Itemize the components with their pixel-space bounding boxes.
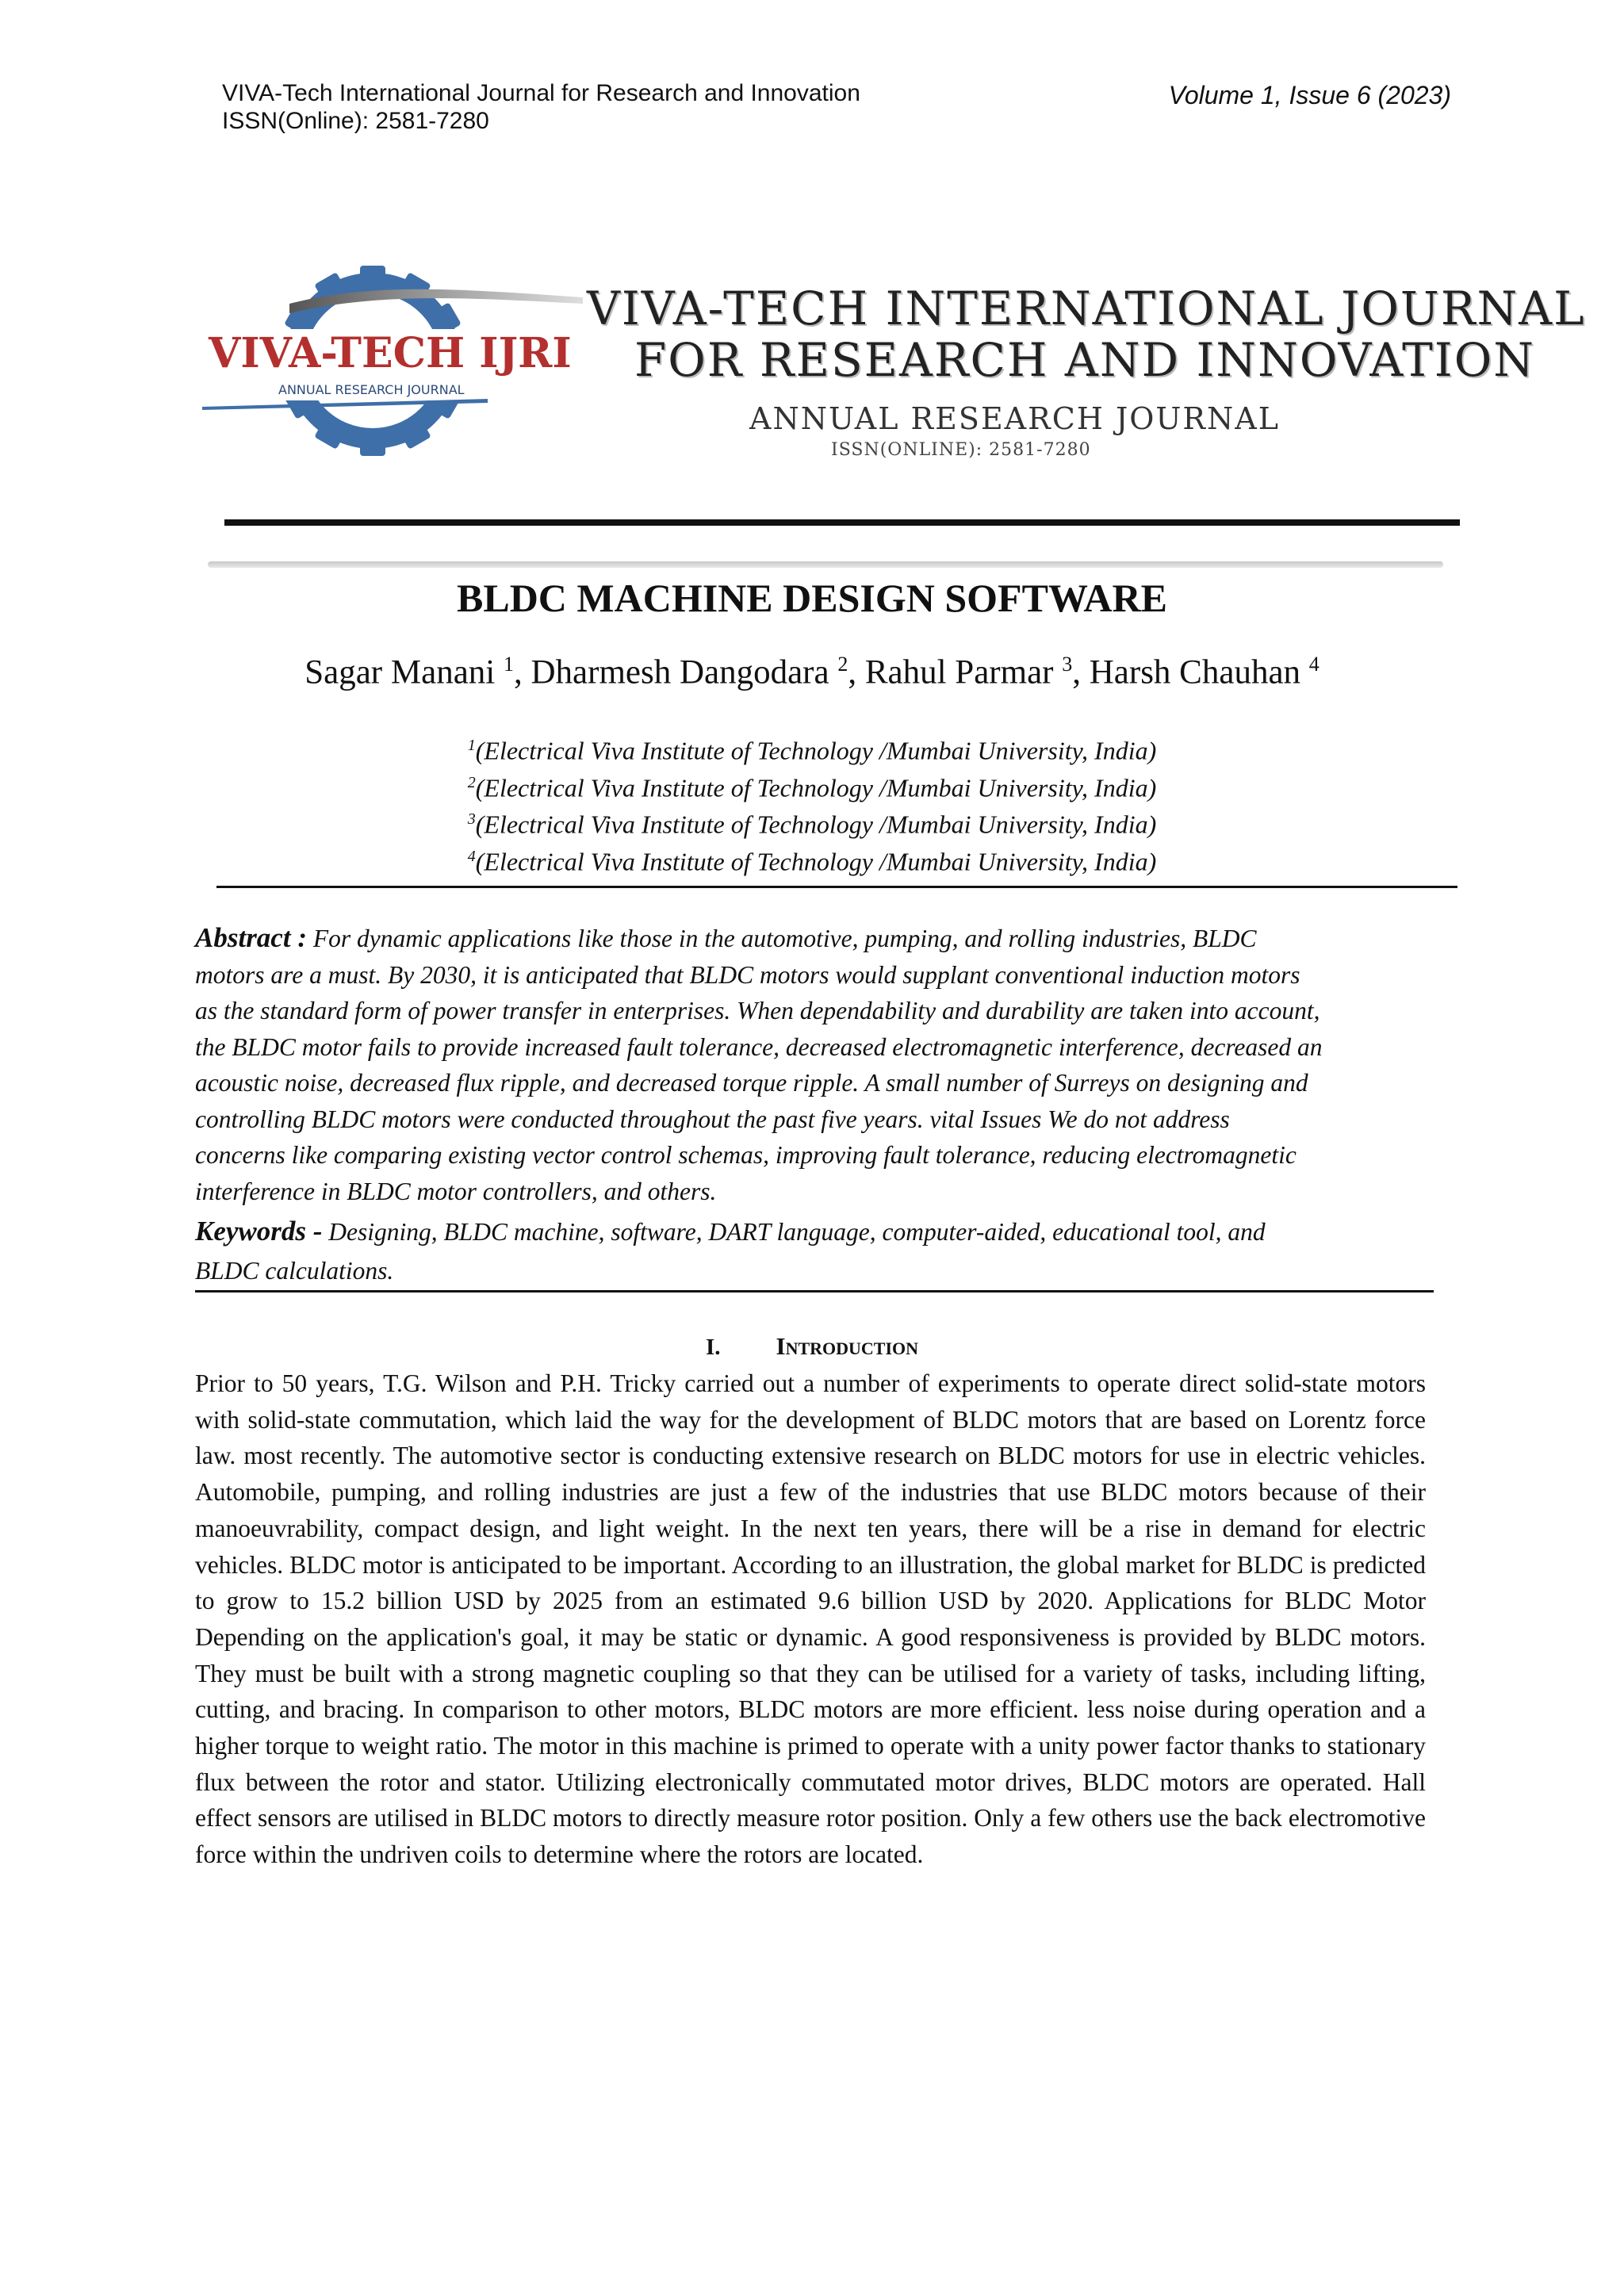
affiliation-mark: 2 [467,773,476,791]
section-title: Introduction [776,1332,919,1360]
author-name: , Dharmesh Dangodara [513,653,838,691]
affiliation [0,803,1624,841]
logo-tagline: ANNUAL RESEARCH JOURNAL [278,382,465,397]
author-name: Sagar Manani [304,653,504,691]
abstract-top-divider [216,886,1457,888]
section-heading [0,1332,1624,1361]
author-name: , Rahul Parmar [848,653,1063,691]
keywords [195,1212,1444,1290]
running-header [222,79,860,135]
masthead-line-1: VIVA-TECH INTERNATIONAL JOURNAL [587,281,1586,335]
author-affiliation-mark: 3 [1062,653,1073,676]
abstract [195,920,1444,1209]
affiliation-text: (Electrical Viva Institute of Technology /Mumbai University, India) [475,736,1157,765]
affiliation-mark: 1 [467,737,476,754]
logo-name: VIVA-TECH IJRI [209,329,572,377]
affiliation-list [0,730,1624,878]
affiliation [0,730,1624,767]
keywords-label: Keywords - [195,1216,323,1247]
section-number: I. [705,1335,721,1360]
affiliation-mark: 3 [467,810,476,829]
affiliation-text: (Electrical Viva Institute of Technology /Mumbai University, India) [475,773,1157,802]
running-header-issn: ISSN(Online): 2581-7280 [222,108,489,134]
masthead-line-4: ISSN(ONLINE): 2581-7280 [831,440,1091,460]
masthead-divider [224,519,1460,526]
affiliation [0,841,1624,878]
author-name: , Harsh Chauhan [1072,653,1309,691]
masthead-line-2: FOR RESEARCH AND INNOVATION [634,333,1536,387]
author-list [0,653,1624,691]
masthead-line-3: ANNUAL RESEARCH JOURNAL [749,401,1280,436]
affiliation-text: (Electrical Viva Institute of Technology /Mumbai University, India) [475,810,1157,839]
keywords-text: Designing, BLDC machine, software, DART language, computer-aided, educational tool, and BLDC calculations. [195,1218,1266,1285]
affiliation-mark: 4 [467,847,476,865]
running-header-volume: Volume 1, Issue 6 (2023) [1168,81,1451,109]
author-affiliation-mark: 4 [1308,653,1320,676]
abstract-text: For dynamic applications like those in the automotive, pumping, and rolling industries, BLDC motors are a must. By 2030, it is anticipated that BLDC motors would supplant conventional induction motors as the standard form of power transfer in enterprises. When dependability and durability are taken into account, the BLDC motor fails to provide increased fault tolerance, decreased electromagnetic interference, decreased an acoustic noise, decreased flux ripple, and decreased torque ripple. A small number of Surreys on designing and controlling BLDC motors were conducted throughout the past five years. vital Issues We do not address concerns like comparing existing vector control schemas, improving fault tolerance, reducing electromagnetic interference in BLDC motor controllers, and others. [195,925,1323,1205]
affiliation-text: (Electrical Viva Institute of Technology /Mumbai University, India) [475,847,1157,876]
author-affiliation-mark: 2 [837,653,848,676]
journal-logo [202,266,583,456]
section-body: Prior to 50 years, T.G. Wilson and P.H. Tricky carried out a number of experiments to operate direct solid-state motors with solid-state commutation, which laid the way for the development of BLDC motors that are based on Lorentz force law. most recently. The automotive sector is conducting extensive research on BLDC motors for use in electric vehicles. Automobile, pumping, and rolling industries are just a few of the industries that use BLDC motors because of their manoeuvrability, compact design, and light weight. In the next ten years, there will be a rise in demand for electric vehicles. BLDC motor is anticipated to be important. According to an illustration, the global market for BLDC is predicted to grow to 15.2 billion USD by 2025 from an estimated 9.6 billion USD by 2020. Applications for BLDC Motor Depending on the application's goal, it may be static or dynamic. A good responsiveness is provided by BLDC motors. They must be built with a strong magnetic coupling so that they can be utilised for a variety of tasks, including lifting, cutting, and bracing. In comparison to other motors, BLDC motors are more efficient. less noise during operation and a higher torque to weight ratio. The motor in this machine is primed to operate with a unity power factor thanks to stationary flux between the rotor and stator. Utilizing electronically commutated motor drives, BLDC motors are operated. Hall effect sensors are utilised in BLDC motors to directly measure rotor position. Only a few others use the back electromotive force within the undriven coils to determine where the rotors are located. [195,1369,1426,1869]
abstract-label: Abstract : [195,922,307,953]
running-header-journal: VIVA-Tech International Journal for Research and Innovation [222,80,860,106]
paper-title: BLDC MACHINE DESIGN SOFTWARE [457,576,1167,620]
masthead-shadow-divider [208,561,1443,568]
affiliation [0,767,1624,804]
author-affiliation-mark: 1 [503,653,514,676]
abstract-bottom-divider [195,1290,1434,1293]
